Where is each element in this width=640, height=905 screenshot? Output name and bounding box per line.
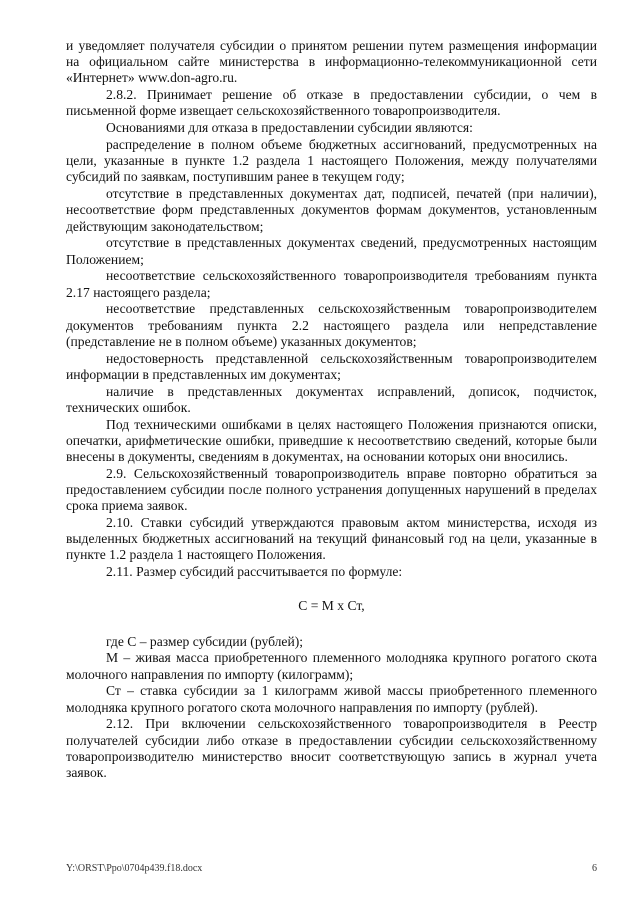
document-body [66,38,597,782]
file-path: Y:\ORST\Ppo\0704p439.f18.docx [66,863,203,874]
list-item: отсутствие в представленных документах сведений, предусмотренных настоящим Положением; [66,235,597,267]
paragraph: 2.8.2. Принимает решение об отказе в предоставлении субсидии, о чем в письменной форме извещает сельскохозяйственного товаропроизводителя. [66,87,597,119]
list-item: отсутствие в представленных документах дат, подписей, печатей (при наличии), несоответствие форм представленных документов формам документов, установленным действующим законодательством; [66,186,597,234]
paragraph: Основаниями для отказа в предоставлении субсидии являются: [106,120,473,136]
formula: С = М х Ст, [298,598,365,614]
paragraph: Под техническими ошибками в целях настоящего Положения признаются описки, опечатки, арифметические ошибки, приведшие к несоответствию сведений, которые были внесены в документы, сведениям в документах, на основании которых они вносились. [66,416,597,465]
list-item: наличие в представленных документах исправлений, дописок, подчисток, технических ошибок. [66,383,597,415]
paragraph: 2.12. При включении сельскохозяйственного товаропроизводителя в Реестр получателей субсидии либо отказе в предоставлении субсидии сельскохозяйственному товаропроизводителю министерство вносит соответствующую запись в журнал учета заявок. [66,716,597,781]
paragraph: М – живая масса приобретенного племенного молодняка крупного рогатого скота молочного направления по импорту (килограмм); [66,650,597,682]
list-item: распределение в полном объеме бюджетных ассигнований, предусмотренных на цели, указанные в пункте 1.2 раздела 1 настоящего Положения, между получателями субсидий по заявкам, поступившим ранее в текущем году; [66,137,597,185]
paragraph: 2.10. Ставки субсидий утверждаются правовым актом министерства, исходя из выделенных бюджетных ассигнований на текущий финансовый год на цели, указанные в пункте 1.2 раздела 1 настоящего Положения. [66,515,597,563]
paragraph: 2.9. Сельскохозяйственный товаропроизводитель вправе повторно обратиться за предоставлением субсидии после полного устранения допущенных нарушений в пределах срока приема заявок. [66,465,597,514]
paragraph: и уведомляет получателя субсидии о принятом решении путем размещения информации на официальном сайте министерства в информационно-телекоммуникационной сети «Интернет» www.don-agro.ru. [66,38,597,86]
list-item: недостоверность представленной сельскохозяйственным товаропроизводителем информации в представленных им документах; [66,350,597,382]
paragraph: Ст – ставка субсидии за 1 килограмм живой массы приобретенного племенного молодняка крупного рогатого скота молочного направления по импорту (рублей). [66,683,597,715]
paragraph: где С – размер субсидии (рублей); [106,633,304,649]
paragraph: 2.11. Размер субсидий рассчитывается по формуле: [106,564,403,580]
list-item: несоответствие представленных сельскохозяйственным товаропроизводителем документов требованиям пункта 2.2 настоящего раздела или непредставление (представление не в полном объеме) указанных документов; [66,301,597,349]
page-number: 6 [592,863,597,874]
list-item: несоответствие сельскохозяйственного товаропроизводителя требованиям пункта 2.17 настоящего раздела; [66,268,597,300]
